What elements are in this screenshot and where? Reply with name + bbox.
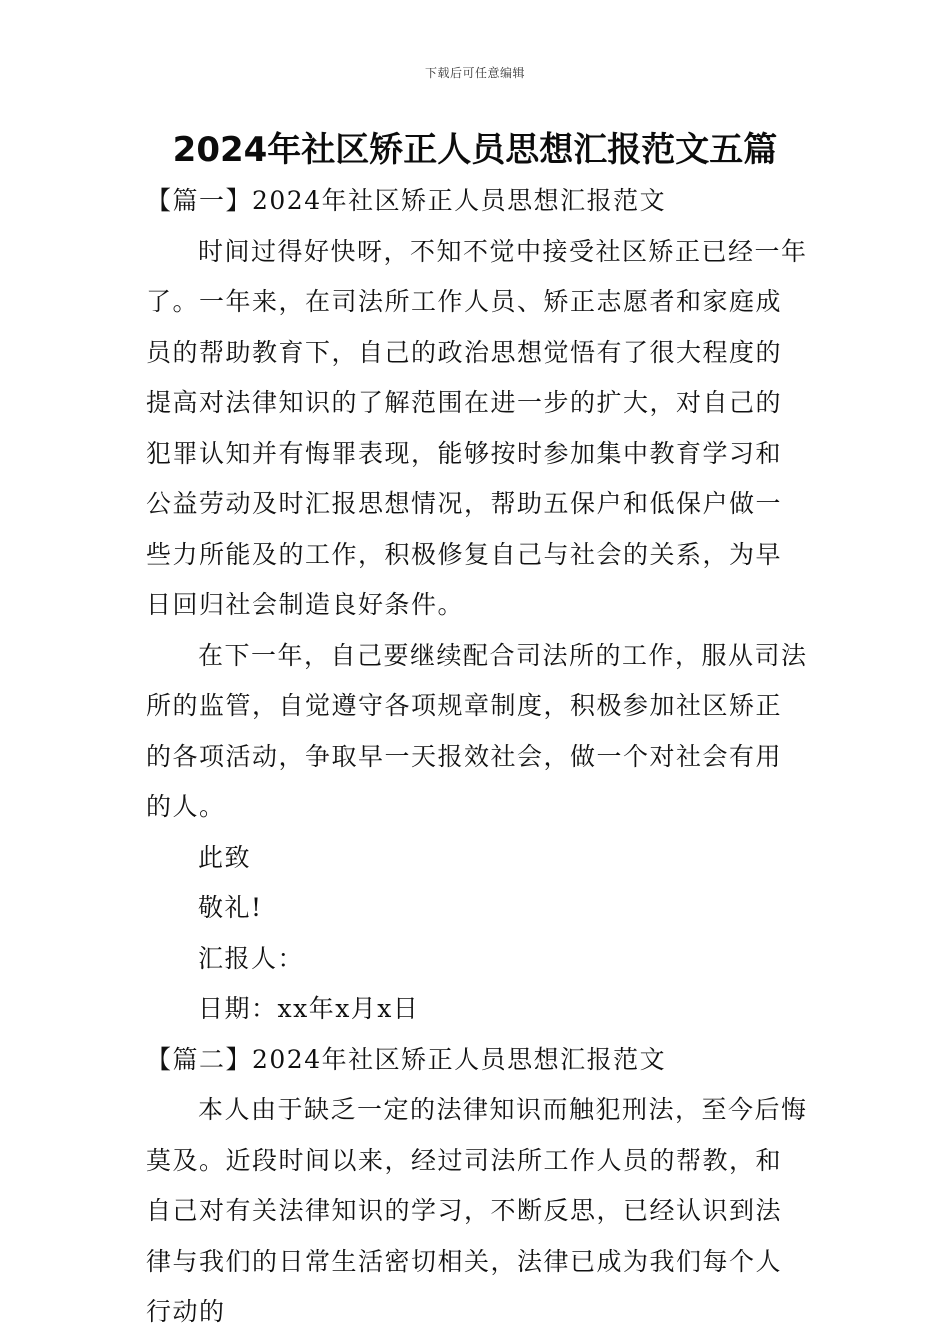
document-title: 2024年社区矫正人员思想汇报范文五篇 [172, 130, 778, 170]
section-heading-1: 【篇一】2024年社区矫正人员思想汇报范文 [146, 186, 667, 215]
closing-respect: 敬礼! [198, 893, 263, 922]
section2-paragraph-1: 本人由于缺乏一定的法律知识而触犯刑法，至今后悔莫及。近段时间以来，经过司法所工作人员的帮教，和自己对有关法律知识的学习，不断反思，已经认识到法律与我们的日常生活密切相关，法律已成为我们每个人行动的 [146, 1095, 808, 1326]
section1-paragraph-2: 在下一年，自己要继续配合司法所的工作，服从司法所的监管，自觉遵守各项规章制度，积极参加社区矫正的各项活动，争取早一天报效社会，做一个对社会有用的人。 [146, 640, 808, 821]
section1-paragraph-1: 时间过得好快呀，不知不觉中接受社区矫正已经一年了。一年来，在司法所工作人员、矫正志愿者和家庭成员的帮助教育下，自己的政治思想觉悟有了很大程度的提高对法律知识的了解范围在进一步的扩大，对自己的犯罪认知并有悔罪表现，能够按时参加集中教育学习和公益劳动及时汇报思想情况，帮助五保户和低保户做一些力所能及的工作，积极修复自己与社会的关系，为早日回归社会制造良好条件。 [146, 236, 808, 619]
reporter-label: 汇报人： [198, 943, 305, 973]
report-date: 日期：xx年x月x日 [198, 994, 420, 1023]
header-note: 下载后可任意编辑 [424, 66, 525, 80]
section-heading-2: 【篇二】2024年社区矫正人员思想汇报范文 [146, 1044, 667, 1074]
closing-salutation: 此致 [198, 842, 252, 872]
document-body [146, 176, 808, 1338]
